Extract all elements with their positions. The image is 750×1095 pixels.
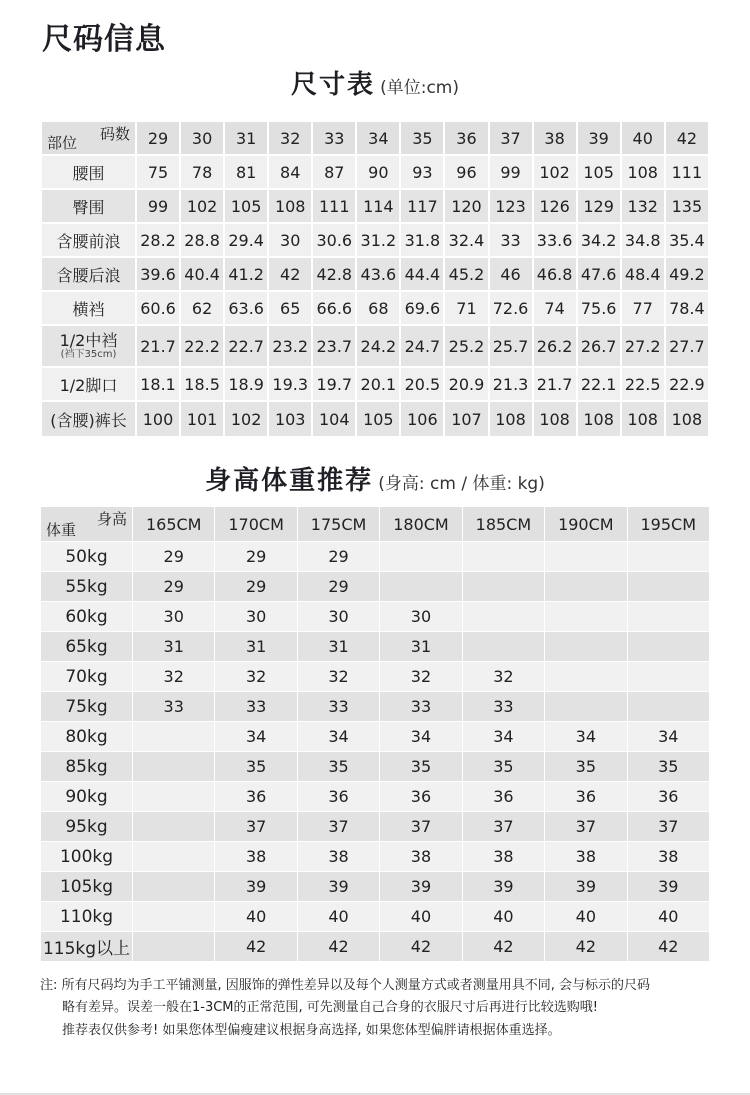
table-cell: 30 (215, 602, 297, 632)
row-label: 75kg (41, 692, 133, 722)
table-cell (380, 542, 462, 572)
table-cell: 35 (215, 752, 297, 782)
column-header: 29 (136, 121, 180, 155)
size-table-title (0, 64, 750, 101)
table-cell: 74 (533, 291, 577, 325)
table-row (41, 189, 709, 223)
table-cell (627, 692, 709, 722)
size-table-heading: 尺寸表 (290, 70, 375, 100)
table-row (41, 291, 709, 325)
table-cell: 41.2 (224, 257, 268, 291)
table-cell: 40 (545, 902, 627, 932)
table-cell: 34 (215, 722, 297, 752)
table-cell: 47.6 (577, 257, 621, 291)
table-cell: 63.6 (224, 291, 268, 325)
table-cell: 42 (297, 932, 379, 962)
table-cell: 42 (545, 932, 627, 962)
row-label: 50kg (41, 542, 133, 572)
table-cell: 68 (356, 291, 400, 325)
note-line-1: 注: 所有尺码均为手工平铺测量, 因服饰的弹性差异以及每个人测量方式或者测量用具不同, 会与标示的尺码 (40, 978, 651, 993)
corner-cell (41, 121, 136, 155)
table-cell: 34 (297, 722, 379, 752)
table-row (41, 632, 710, 662)
row-label: 65kg (41, 632, 133, 662)
table-cell: 48.4 (621, 257, 665, 291)
table-cell: 66.6 (312, 291, 356, 325)
table-cell: 31 (133, 632, 215, 662)
table-cell: 38 (627, 842, 709, 872)
table-row (41, 842, 710, 872)
note-line-3: 推荐表仅供参考! 如果您体型偏瘦建议根据身高选择, 如果您体型偏胖请根据体重选择。 (62, 1023, 561, 1038)
table-cell: 37 (627, 812, 709, 842)
row-label: 90kg (41, 782, 133, 812)
table-cell (133, 932, 215, 962)
table-cell: 31 (297, 632, 379, 662)
table-cell: 84 (268, 155, 312, 189)
row-label: (含腰)裤长 (41, 401, 136, 437)
table-cell: 19.3 (268, 367, 312, 401)
table-row (41, 932, 710, 962)
table-cell: 102 (224, 401, 268, 437)
corner-labels (42, 122, 135, 154)
table-cell: 36 (627, 782, 709, 812)
table-cell: 28.2 (136, 223, 180, 257)
table-cell: 102 (533, 155, 577, 189)
table-cell: 20.9 (444, 367, 488, 401)
table-cell: 40 (462, 902, 544, 932)
row-label: 110kg (41, 902, 133, 932)
table-cell: 36 (380, 782, 462, 812)
table-cell: 29 (215, 572, 297, 602)
table-cell: 108 (577, 401, 621, 437)
size-table (40, 120, 710, 438)
table-cell (133, 902, 215, 932)
table-cell: 36 (545, 782, 627, 812)
table-cell: 96 (444, 155, 488, 189)
table-cell: 29 (297, 542, 379, 572)
table-cell: 21.7 (136, 325, 180, 367)
column-header: 165CM (133, 507, 215, 542)
table-cell: 33.6 (533, 223, 577, 257)
table-cell: 46.8 (533, 257, 577, 291)
row-label: 115kg以上 (41, 932, 133, 962)
table-cell: 18.1 (136, 367, 180, 401)
table-cell: 29 (297, 572, 379, 602)
row-label: 105kg (41, 872, 133, 902)
table-cell: 75 (136, 155, 180, 189)
row-label: 80kg (41, 722, 133, 752)
table-cell: 23.2 (268, 325, 312, 367)
table-cell: 46 (489, 257, 533, 291)
table-cell: 111 (312, 189, 356, 223)
table-cell (133, 752, 215, 782)
table-row (41, 367, 709, 401)
table-cell: 43.6 (356, 257, 400, 291)
table-cell: 44.4 (400, 257, 444, 291)
table-row (41, 902, 710, 932)
table-cell: 39 (627, 872, 709, 902)
table-cell: 62 (180, 291, 224, 325)
column-header: 190CM (545, 507, 627, 542)
table-cell: 33 (297, 692, 379, 722)
row-label: 100kg (41, 842, 133, 872)
table-cell (133, 812, 215, 842)
table-cell: 22.2 (180, 325, 224, 367)
table-cell: 108 (665, 401, 709, 437)
table-cell: 42 (215, 932, 297, 962)
table-row (41, 223, 709, 257)
table-row (41, 782, 710, 812)
table-cell: 45.2 (444, 257, 488, 291)
column-header: 39 (577, 121, 621, 155)
column-header: 42 (665, 121, 709, 155)
table-cell: 25.7 (489, 325, 533, 367)
row-label: 含腰后浪 (41, 257, 136, 291)
column-header: 37 (489, 121, 533, 155)
table-cell (627, 572, 709, 602)
corner-labels (41, 507, 132, 541)
recommend-table-unit: (身高: cm / 体重: kg) (378, 474, 545, 494)
table-cell: 18.5 (180, 367, 224, 401)
table-cell: 18.9 (224, 367, 268, 401)
table-cell: 40 (215, 902, 297, 932)
table-row (41, 401, 709, 437)
table-cell: 108 (621, 155, 665, 189)
column-header: 36 (444, 121, 488, 155)
table-cell: 87 (312, 155, 356, 189)
row-label: 60kg (41, 602, 133, 632)
table-cell: 36 (297, 782, 379, 812)
column-header: 175CM (297, 507, 379, 542)
table-cell: 132 (621, 189, 665, 223)
table-cell: 72.6 (489, 291, 533, 325)
table-row (41, 752, 710, 782)
table-cell: 93 (400, 155, 444, 189)
table-cell: 39 (380, 872, 462, 902)
table-cell: 24.2 (356, 325, 400, 367)
column-header: 31 (224, 121, 268, 155)
corner-bottom-label: 体重 (46, 521, 77, 539)
table-cell (545, 572, 627, 602)
table-cell: 38 (462, 842, 544, 872)
table-row (41, 812, 710, 842)
table-cell: 32 (133, 662, 215, 692)
table-cell: 111 (665, 155, 709, 189)
table-cell: 108 (533, 401, 577, 437)
table-cell: 35.4 (665, 223, 709, 257)
table-cell: 29 (133, 542, 215, 572)
table-row (41, 542, 710, 572)
table-cell: 35 (380, 752, 462, 782)
table-row (41, 722, 710, 752)
column-header: 40 (621, 121, 665, 155)
table-cell: 105 (224, 189, 268, 223)
table-cell: 35 (297, 752, 379, 782)
column-header: 185CM (462, 507, 544, 542)
table-cell: 22.1 (577, 367, 621, 401)
recommend-table-title (0, 460, 750, 497)
table-cell: 49.2 (665, 257, 709, 291)
table-cell (462, 602, 544, 632)
table-cell: 30 (380, 602, 462, 632)
row-label-note: (裆下35cm) (60, 349, 117, 360)
table-cell: 39 (545, 872, 627, 902)
column-header: 32 (268, 121, 312, 155)
table-cell: 36 (215, 782, 297, 812)
table-row (41, 662, 710, 692)
table-cell: 34 (545, 722, 627, 752)
table-cell: 103 (268, 401, 312, 437)
note-line-2: 略有差异。误差一般在1-3CM的正常范围, 可先测量自己合身的衣服尺寸后再进行比较选购哦! (62, 1000, 599, 1015)
corner-top-label: 码数 (99, 125, 130, 143)
column-header: 195CM (627, 507, 709, 542)
table-cell (627, 542, 709, 572)
size-table-unit: (单位:cm) (380, 78, 459, 98)
table-cell: 19.7 (312, 367, 356, 401)
column-header: 38 (533, 121, 577, 155)
recommend-table (40, 506, 710, 962)
table-cell: 34.2 (577, 223, 621, 257)
corner-bottom-label: 部位 (47, 134, 78, 152)
table-cell: 100 (136, 401, 180, 437)
table-cell: 36 (462, 782, 544, 812)
table-cell: 40 (627, 902, 709, 932)
column-header: 35 (400, 121, 444, 155)
row-label: 臀围 (41, 189, 136, 223)
table-row (41, 572, 710, 602)
table-cell: 22.9 (665, 367, 709, 401)
table-cell: 78 (180, 155, 224, 189)
table-cell: 126 (533, 189, 577, 223)
table-cell: 33 (133, 692, 215, 722)
table-row (41, 602, 710, 632)
table-cell: 99 (136, 189, 180, 223)
table-cell: 101 (180, 401, 224, 437)
table-cell: 35 (627, 752, 709, 782)
table-cell: 90 (356, 155, 400, 189)
corner-cell (41, 507, 133, 542)
table-cell: 38 (215, 842, 297, 872)
table-cell: 34.8 (621, 223, 665, 257)
table-cell: 32 (297, 662, 379, 692)
table-cell: 33 (215, 692, 297, 722)
table-cell: 105 (356, 401, 400, 437)
table-cell: 39 (215, 872, 297, 902)
table-cell: 106 (400, 401, 444, 437)
table-cell: 21.3 (489, 367, 533, 401)
table-cell: 108 (621, 401, 665, 437)
table-cell: 37 (297, 812, 379, 842)
table-cell: 39 (297, 872, 379, 902)
table-cell (462, 632, 544, 662)
table-cell: 34 (380, 722, 462, 752)
table-cell: 31.8 (400, 223, 444, 257)
table-cell: 42 (268, 257, 312, 291)
table-cell: 104 (312, 401, 356, 437)
table-cell (545, 692, 627, 722)
table-cell: 120 (444, 189, 488, 223)
row-label-main: 1/2中裆 (59, 331, 118, 350)
table-cell: 99 (489, 155, 533, 189)
table-cell: 32 (462, 662, 544, 692)
table-cell: 37 (462, 812, 544, 842)
table-cell (545, 662, 627, 692)
table-cell: 34 (462, 722, 544, 752)
row-label (41, 325, 136, 367)
table-cell (627, 662, 709, 692)
table-cell: 129 (577, 189, 621, 223)
table-row (41, 692, 710, 722)
table-cell: 30 (268, 223, 312, 257)
column-header: 30 (180, 121, 224, 155)
table-cell (545, 632, 627, 662)
table-cell (133, 722, 215, 752)
table-cell: 26.2 (533, 325, 577, 367)
table-cell: 21.7 (533, 367, 577, 401)
column-header: 33 (312, 121, 356, 155)
table-cell: 20.5 (400, 367, 444, 401)
table-cell: 102 (180, 189, 224, 223)
table-cell: 30 (133, 602, 215, 632)
table-cell: 35 (462, 752, 544, 782)
table-cell: 39 (462, 872, 544, 902)
table-row (41, 872, 710, 902)
row-label: 含腰前浪 (41, 223, 136, 257)
table-cell (462, 572, 544, 602)
table-cell (133, 782, 215, 812)
table-cell: 75.6 (577, 291, 621, 325)
row-label: 70kg (41, 662, 133, 692)
table-cell: 25.2 (444, 325, 488, 367)
table-cell: 123 (489, 189, 533, 223)
table-cell: 38 (380, 842, 462, 872)
row-label: 横裆 (41, 291, 136, 325)
recommend-table-heading: 身高体重推荐 (205, 466, 374, 496)
table-cell (545, 602, 627, 632)
table-cell: 69.6 (400, 291, 444, 325)
table-cell: 71 (444, 291, 488, 325)
table-cell (133, 842, 215, 872)
table-cell: 60.6 (136, 291, 180, 325)
table-cell: 114 (356, 189, 400, 223)
table-cell (627, 602, 709, 632)
table-cell: 37 (545, 812, 627, 842)
table-row (41, 257, 709, 291)
table-cell: 24.7 (400, 325, 444, 367)
table-cell: 42 (380, 932, 462, 962)
header-row (41, 121, 709, 155)
table-cell: 32.4 (444, 223, 488, 257)
table-cell: 38 (545, 842, 627, 872)
row-label: 55kg (41, 572, 133, 602)
table-cell: 33 (489, 223, 533, 257)
table-cell: 107 (444, 401, 488, 437)
table-cell: 27.2 (621, 325, 665, 367)
table-cell: 78.4 (665, 291, 709, 325)
table-cell: 105 (577, 155, 621, 189)
table-cell: 77 (621, 291, 665, 325)
table-cell: 33 (380, 692, 462, 722)
table-cell: 29 (133, 572, 215, 602)
table-cell: 108 (489, 401, 533, 437)
table-cell: 37 (380, 812, 462, 842)
table-cell: 32 (215, 662, 297, 692)
row-label: 95kg (41, 812, 133, 842)
table-cell: 27.7 (665, 325, 709, 367)
table-cell (545, 542, 627, 572)
table-cell: 40 (380, 902, 462, 932)
table-cell: 34 (627, 722, 709, 752)
table-cell: 35 (545, 752, 627, 782)
table-cell: 40.4 (180, 257, 224, 291)
column-header: 180CM (380, 507, 462, 542)
row-label: 85kg (41, 752, 133, 782)
table-row (41, 325, 709, 367)
table-cell: 31 (380, 632, 462, 662)
table-cell: 37 (215, 812, 297, 842)
table-cell: 22.7 (224, 325, 268, 367)
table-cell: 117 (400, 189, 444, 223)
table-cell: 23.7 (312, 325, 356, 367)
table-cell: 81 (224, 155, 268, 189)
table-cell: 31.2 (356, 223, 400, 257)
table-cell: 28.8 (180, 223, 224, 257)
table-cell: 39.6 (136, 257, 180, 291)
table-cell: 42.8 (312, 257, 356, 291)
table-cell: 22.5 (621, 367, 665, 401)
table-cell: 31 (215, 632, 297, 662)
table-cell: 29.4 (224, 223, 268, 257)
table-cell: 42 (462, 932, 544, 962)
table-cell: 108 (268, 189, 312, 223)
table-cell: 38 (297, 842, 379, 872)
table-cell: 30.6 (312, 223, 356, 257)
table-cell: 135 (665, 189, 709, 223)
table-cell: 65 (268, 291, 312, 325)
table-cell: 32 (380, 662, 462, 692)
table-cell: 20.1 (356, 367, 400, 401)
row-label: 1/2脚口 (41, 367, 136, 401)
corner-top-label: 身高 (96, 510, 127, 528)
table-cell: 26.7 (577, 325, 621, 367)
table-cell (380, 572, 462, 602)
row-label: 腰围 (41, 155, 136, 189)
column-header: 170CM (215, 507, 297, 542)
table-cell: 30 (297, 602, 379, 632)
table-cell: 33 (462, 692, 544, 722)
header-row (41, 507, 710, 542)
page-title: 尺码信息 (42, 22, 166, 57)
table-row (41, 155, 709, 189)
table-cell (462, 542, 544, 572)
table-cell (627, 632, 709, 662)
table-cell: 40 (297, 902, 379, 932)
table-cell: 42 (627, 932, 709, 962)
column-header: 34 (356, 121, 400, 155)
table-cell (133, 872, 215, 902)
table-cell: 29 (215, 542, 297, 572)
